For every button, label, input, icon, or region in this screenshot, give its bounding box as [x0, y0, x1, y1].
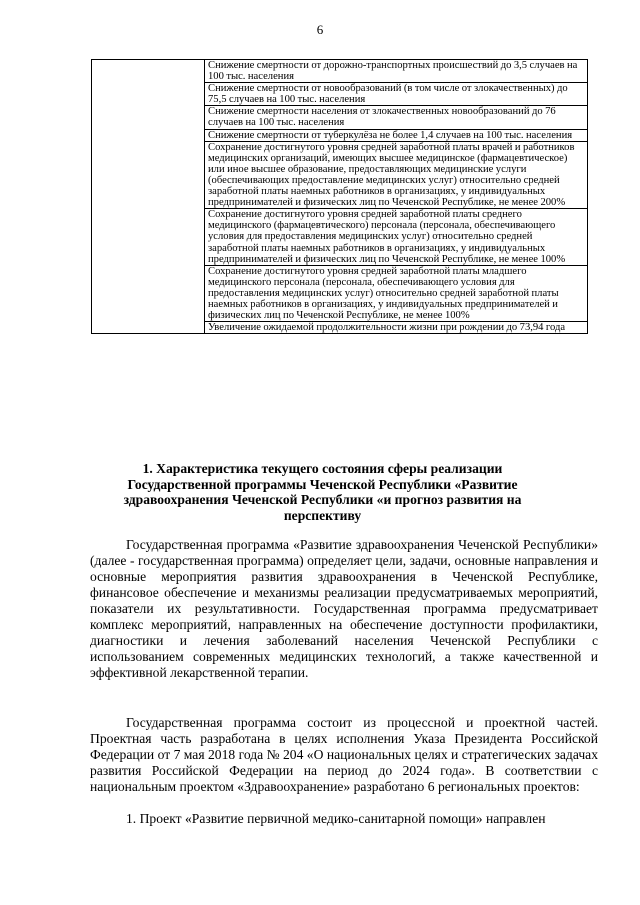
table-cell — [205, 129, 588, 141]
table-label-cell — [92, 60, 205, 334]
body-paragraph: Государственная программа «Развитие здравоохранения Чеченской Республики» (далее - государственная программа) определяет цели, задачи, основные направления и основные мероприятия развития здравоохранения в Чеченской Республике, финансовое обеспечение и механизмы реализации предусматриваемых мероприятий, показатели их результативности. Государственная программа предусматривает комплекс мероприятий, направленных на обеспечение доступности профилактики, диагностики и лечения заболеваний населения Чеченской Республики с использованием современных медицинских технологий, а также качественной и эффективной лекарственной терапии. — [90, 537, 598, 680]
indicator-text: Снижение смертности от новообразований (в том числе от злокачественных) до 75,5 случаев на 100 тыс. населения — [208, 83, 568, 106]
indicator-text: Увеличение ожидаемой продолжительности жизни при рождении до 73,94 года — [208, 322, 566, 334]
target-indicators-table — [91, 59, 588, 334]
table-row — [92, 60, 588, 83]
body-paragraph: 1. Проект «Развитие первичной медико-санитарной помощи» направлен — [126, 811, 546, 826]
table-cell — [205, 141, 588, 209]
indicator-text: Сохранение достигнутого уровня средней заработной платы младшего медицинского персонала (персонала, обеспечивающего условия для предоставления медицинских услуг) относительно средней заработной платы наемных работников в организациях, у индивидуальных предпринимателей и физических лиц по Чеченской Республике, не менее 100% — [208, 265, 559, 322]
table-cell — [205, 322, 588, 334]
indicator-text: Сохранение достигнутого уровня средней заработной платы среднего медицинского (фармацевтического) персонала (персонала, обеспечивающего условия для предоставления медицинских услуг) относительно средней заработной платы наемных работников в организациях, у индивидуальных предпринимателей и физических лиц по Чеченской Республике, не менее 100% — [208, 209, 566, 265]
table-cell — [205, 60, 588, 83]
table-cell — [205, 265, 588, 321]
indicator-text: Сохранение достигнутого уровня средней заработной платы врачей и работников медицинских организаций, имеющих высшее медицинское (фармацевтическое) или иное высшее образование, предоставляющих медицинские услуги (обеспечивающих предоставление медицинских услуг) относительно средней заработной платы наемных работников в организациях, у индивидуальных предпринимателей и физических лиц по Чеченской Республике, не менее 200% — [208, 141, 575, 209]
section-heading: 1. Характеристика текущего состояния сферы реализации Государственной программы Чеченской Республики «Развитие здравоохранения Чеченской Республики «и прогноз развития на перспективу — [123, 461, 522, 523]
indicator-text: Снижение смертности населения от злокачественных новообразований до 76 случаев на 100 тыс. населения — [208, 106, 556, 129]
indicator-text: Снижение смертности от дорожно-транспортных происшествий до 3,5 случаев на 100 тыс. населения — [208, 60, 578, 83]
table-cell — [205, 106, 588, 129]
table-cell — [205, 209, 588, 265]
body-paragraph: Государственная программа состоит из процессной и проектной частей. Проектная часть разработана в целях исполнения Указа Президента Российской Федерации от 7 мая 2018 года № 204 «О национальных целях и стратегических задачах развития Российской Федерации на период до 2024 года». В соответствии с национальным проектом «Здравоохранение» разработано 6 региональных проектов: — [90, 715, 598, 794]
page-number: 6 — [316, 22, 324, 37]
indicator-text: Снижение смертности от туберкулёза не более 1,4 случаев на 100 тыс. населения — [208, 129, 573, 141]
table-cell — [205, 83, 588, 106]
